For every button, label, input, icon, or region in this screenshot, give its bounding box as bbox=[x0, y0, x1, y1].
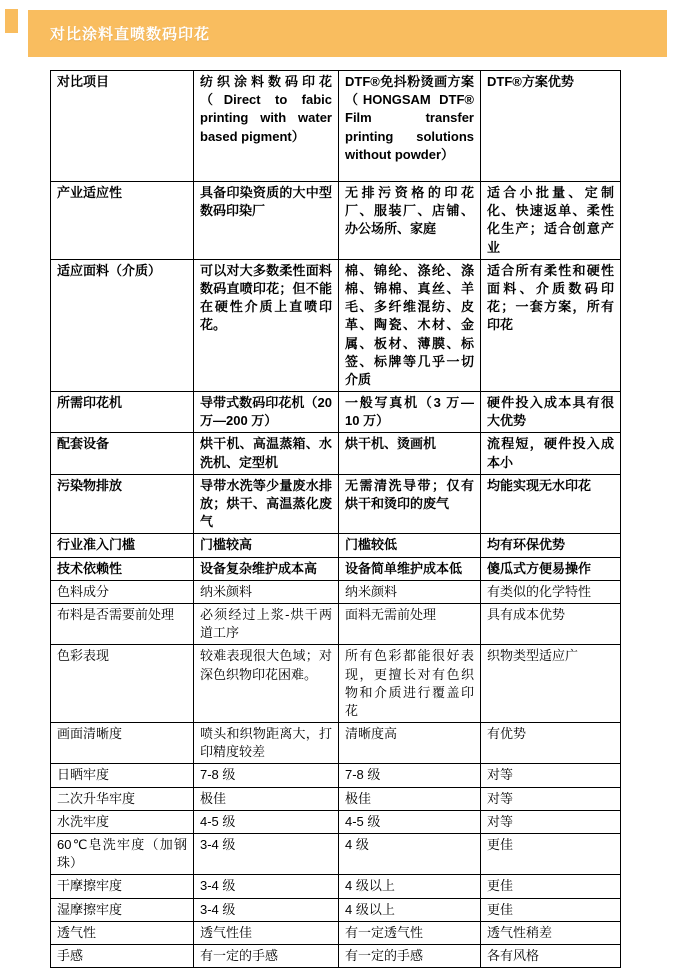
cell: 纳米颜料 bbox=[339, 580, 481, 603]
cell: 极佳 bbox=[339, 787, 481, 810]
cell: 3-4 级 bbox=[194, 834, 339, 875]
cell: 均有环保优势 bbox=[481, 534, 621, 557]
row-label-cell: 配套设备 bbox=[51, 433, 194, 474]
table-row bbox=[51, 603, 621, 644]
cell: 7-8 级 bbox=[194, 764, 339, 787]
cell: 透气性佳 bbox=[194, 921, 339, 944]
cell: 对等 bbox=[481, 787, 621, 810]
row-label-cell: 污染物排放 bbox=[51, 474, 194, 534]
row-label-cell: 手感 bbox=[51, 944, 194, 967]
cell: 有一定的手感 bbox=[194, 944, 339, 967]
cell: 有一定透气性 bbox=[339, 921, 481, 944]
header-cell: 纺织涂料数码印花（Direct to fabic printing with water based pigment） bbox=[194, 71, 339, 182]
row-label-cell: 适应面料（介质） bbox=[51, 259, 194, 391]
cell: 较难表现很大色域；对深色织物印花困难。 bbox=[194, 645, 339, 723]
cell: 具备印染资质的大中型数码印染厂 bbox=[194, 182, 339, 260]
table-row bbox=[51, 921, 621, 944]
cell: 更佳 bbox=[481, 875, 621, 898]
cell: 烘干机、烫画机 bbox=[339, 433, 481, 474]
table-row bbox=[51, 898, 621, 921]
cell: 适合小批量、定制化、快速返单、柔性化生产；适合创意产业 bbox=[481, 182, 621, 260]
cell: 导带式数码印花机（20 万—200 万） bbox=[194, 392, 339, 433]
cell: 门槛较低 bbox=[339, 534, 481, 557]
cell: 可以对大多数柔性面料数码直喷印花；但不能在硬性介质上直喷印花。 bbox=[194, 259, 339, 391]
cell: 适合所有柔性和硬性面料、介质数码印花；一套方案，所有印花 bbox=[481, 259, 621, 391]
row-label-cell: 日晒牢度 bbox=[51, 764, 194, 787]
table-row bbox=[51, 534, 621, 557]
table-row bbox=[51, 787, 621, 810]
header-cell: DTF®免抖粉烫画方案（HONGSAM DTF® Film transfer printing solutions without powder） bbox=[339, 71, 481, 182]
cell: 对等 bbox=[481, 810, 621, 833]
row-label-cell: 60℃皂洗牢度（加钢珠） bbox=[51, 834, 194, 875]
cell: 具有成本优势 bbox=[481, 603, 621, 644]
cell: 面料无需前处理 bbox=[339, 603, 481, 644]
cell: 无排污资格的印花厂、服装厂、店铺、办公场所、家庭 bbox=[339, 182, 481, 260]
table-row bbox=[51, 557, 621, 580]
row-label-cell: 技术依赖性 bbox=[51, 557, 194, 580]
row-label-cell: 所需印花机 bbox=[51, 392, 194, 433]
cell: 有类似的化学特性 bbox=[481, 580, 621, 603]
cell: 更佳 bbox=[481, 834, 621, 875]
cell: 门槛较高 bbox=[194, 534, 339, 557]
cell: 流程短，硬件投入成本小 bbox=[481, 433, 621, 474]
row-label-cell: 二次升华牢度 bbox=[51, 787, 194, 810]
cell: 4-5 级 bbox=[339, 810, 481, 833]
cell: 极佳 bbox=[194, 787, 339, 810]
table-row bbox=[51, 580, 621, 603]
row-label-cell: 色料成分 bbox=[51, 580, 194, 603]
cell: 设备复杂维护成本高 bbox=[194, 557, 339, 580]
row-label-cell: 画面清晰度 bbox=[51, 723, 194, 764]
cell: 3-4 级 bbox=[194, 898, 339, 921]
cell: 喷头和织物距离大，打印精度较差 bbox=[194, 723, 339, 764]
table-row bbox=[51, 392, 621, 433]
header-cell: DTF®方案优势 bbox=[481, 71, 621, 182]
row-label-cell: 干摩擦牢度 bbox=[51, 875, 194, 898]
table-row bbox=[51, 944, 621, 967]
cell: 各有风格 bbox=[481, 944, 621, 967]
row-label-cell: 湿摩擦牢度 bbox=[51, 898, 194, 921]
cell: 纳米颜料 bbox=[194, 580, 339, 603]
header-row bbox=[51, 71, 621, 182]
row-label-cell: 行业准入门槛 bbox=[51, 534, 194, 557]
cell: 4 级以上 bbox=[339, 875, 481, 898]
cell: 有优势 bbox=[481, 723, 621, 764]
table-row bbox=[51, 259, 621, 391]
cell: 4 级 bbox=[339, 834, 481, 875]
row-label-cell: 透气性 bbox=[51, 921, 194, 944]
cell: 对等 bbox=[481, 764, 621, 787]
cell: 设备简单维护成本低 bbox=[339, 557, 481, 580]
table-row bbox=[51, 433, 621, 474]
table-row bbox=[51, 474, 621, 534]
cell: 所有色彩都能很好表现，更擅长对有色织物和介质进行覆盖印花 bbox=[339, 645, 481, 723]
row-label-cell: 水洗牢度 bbox=[51, 810, 194, 833]
cell: 织物类型适应广 bbox=[481, 645, 621, 723]
cell: 透气性稍差 bbox=[481, 921, 621, 944]
cell: 无需清洗导带；仅有烘干和烫印的废气 bbox=[339, 474, 481, 534]
table-row bbox=[51, 723, 621, 764]
cell: 烘干机、高温蒸箱、水洗机、定型机 bbox=[194, 433, 339, 474]
cell: 一般写真机（3 万—10 万） bbox=[339, 392, 481, 433]
cell: 傻瓜式方便易操作 bbox=[481, 557, 621, 580]
cell: 4 级以上 bbox=[339, 898, 481, 921]
comparison-table bbox=[50, 70, 621, 968]
table-row bbox=[51, 834, 621, 875]
row-label-cell: 色彩表现 bbox=[51, 645, 194, 723]
cell: 均能实现无水印花 bbox=[481, 474, 621, 534]
cell: 清晰度高 bbox=[339, 723, 481, 764]
accent-square bbox=[5, 9, 18, 33]
cell: 3-4 级 bbox=[194, 875, 339, 898]
table-row bbox=[51, 764, 621, 787]
cell: 4-5 级 bbox=[194, 810, 339, 833]
page-title: 对比涂料直喷数码印花 bbox=[50, 26, 211, 43]
cell: 必须经过上浆-烘干两道工序 bbox=[194, 603, 339, 644]
cell: 有一定的手感 bbox=[339, 944, 481, 967]
table-row bbox=[51, 810, 621, 833]
row-label-cell: 布料是否需要前处理 bbox=[51, 603, 194, 644]
cell: 7-8 级 bbox=[339, 764, 481, 787]
title-bar bbox=[28, 10, 667, 57]
table-row bbox=[51, 182, 621, 260]
table-row bbox=[51, 645, 621, 723]
cell: 更佳 bbox=[481, 898, 621, 921]
cell: 导带水洗等少量废水排放；烘干、高温蒸化废气 bbox=[194, 474, 339, 534]
table-row bbox=[51, 875, 621, 898]
header-cell: 对比项目 bbox=[51, 71, 194, 182]
cell: 棉、锦纶、涤纶、涤棉、锦棉、真丝、羊毛、多纤维混纺、皮革、陶瓷、木材、金属、板材、薄膜、标签、标牌等几乎一切介质 bbox=[339, 259, 481, 391]
row-label-cell: 产业适应性 bbox=[51, 182, 194, 260]
cell: 硬件投入成本具有很大优势 bbox=[481, 392, 621, 433]
